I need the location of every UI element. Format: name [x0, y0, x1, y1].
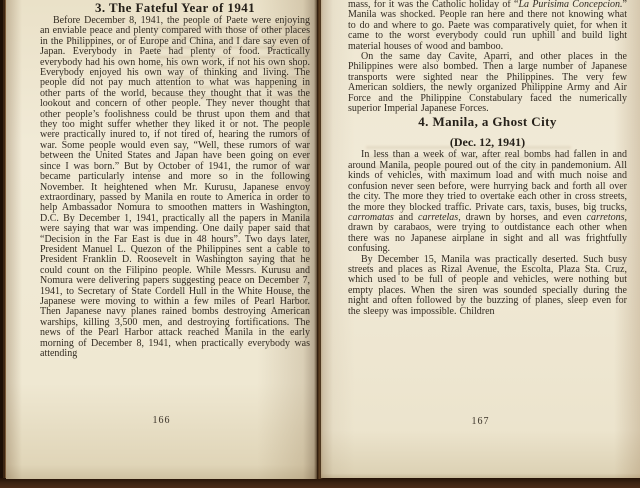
- body-paragraph: In less than a week of war, after real bombs had fallen in and around Manila, people poured out of the city in pandemonium. All kinds of vehicles, with maximum load and with much noise and confusion never seen before, were hurrying back and forth all over the city. The more they tried to overtake each other in cross streets, the more they blocked traffic. Private cars, taxis, buses, big trucks, carromatas and carretelas, drawn by horses, and even carretons, drawn by carabaos, were trying to outdistance each other when there was no Japanese airplane in sight and all was frightfully confusing.: [348, 149, 627, 255]
- page-right-content: [348, 0, 627, 317]
- page-left-content: [40, 0, 310, 359]
- section-heading-date: (Dec. 12, 1941): [449, 135, 526, 150]
- page-number-left: 166: [152, 415, 171, 426]
- body-paragraph: By December 15, Manila was practically deserted. Such busy streets and places as Rizal Avenue, the Escolta, Plaza Sta. Cruz, which used to be full of people and vehicles, were nothing but empty places. When the siren was sounded specially during the night and often followed by the buzzing of planes, sleep even for the sleepy was impossible. Children: [348, 253, 627, 317]
- section-heading-right: 4. Manila, a Ghost City: [418, 114, 557, 130]
- section-heading-left: 3. The Fateful Year of 1941: [94, 0, 256, 15]
- body-paragraph: On the same day Cavite, Aparri, and other places in the Philippines were also bombed. Then a large number of Japanese transports were sighted near the Philippines. The very few American soldiers, the newly organized Philippine Army and Air Force and the Philippine Constabulary faced the numerically superior Imperial Japanese Forces.: [348, 51, 627, 115]
- book-bottom-edge: [0, 478, 640, 488]
- book-gutter-shadow: [314, 0, 323, 479]
- continued-paragraph: mass, for it was the Catholic holiday of “La Purisima Concepcion.” Manila was shocked. People ran here and there not knowing what to do and where to go. Paete was comparatively quiet, for when it came to the worst everybody could run uphill and build light material houses of wood and bamboo.: [348, 0, 627, 52]
- page-number-right: 167: [471, 416, 490, 427]
- page-right: [321, 0, 640, 478]
- page-left: [6, 0, 317, 479]
- body-paragraph: Before December 8, 1941, the people of Paete were enjoying an enviable peace and plenty compared with those of other places in the Philippines, or of Europe and China, and I dare say even of Japan. Everybody in Paete had plenty of food. Practically everybody had his own home, his own work, if not his own shop. Everybody enjoyed his own way of thinking and living. The people did not pay much attention to what was happening in other parts of the world, because they thought that it was the lookout and concern of other people. They never thought that other people’s foolishness could be thrust upon them and that they too might suffer whether they liked it or not. The people were practically inured to, if not tired of, hearing the rumors of war. Some people would even say, “Well, these rumors of war between the United States and Japan have been going on ever since I was born.” But by October of 1941, the rumor of war became particularly intense and more so in the following November. It heightened when Mr. Kurusu, Japanese envoy extraordinary, passed by Manila en route to America in order to help Ambassador Nomura to smoothen matters in Washington, D.C. By December 1, 1941, practically all the papers in Manila were saying that war was impending. One daily paper said that “Decision in the Far East is due in 48 hours”. Two days later, President Manuel L. Quezon of the Philippines sent a cable to President Franklin D. Roosevelt in Washington saying that he could count on the Filipino people. While Messrs. Kurusu and Nomura were delivering papers suggesting peace on December 7, 1941, to Secretary of State Cordell Hull in the White House, the Japanese were moving to within a few miles of Pearl Harbor. Then Japanese navy planes rained bombs destroying American warships, killing 3,500 men, and destroying fortifications. The news of the Pearl Harbor attack reached Manila in the early morning of December 8, 1941, when practically everybody was attending: [40, 15, 310, 359]
